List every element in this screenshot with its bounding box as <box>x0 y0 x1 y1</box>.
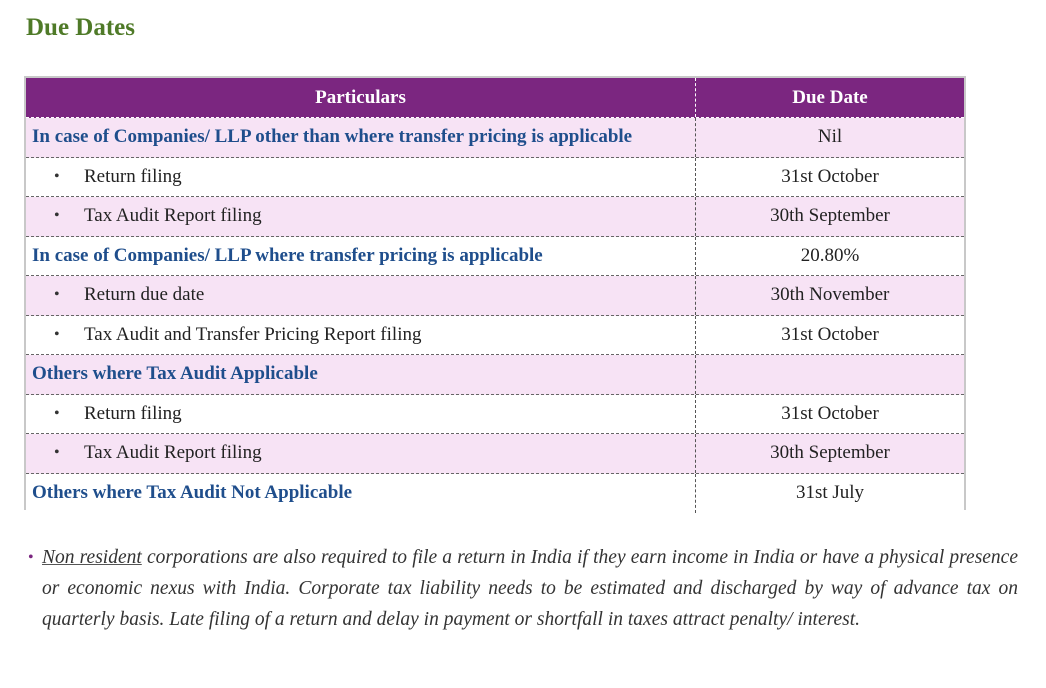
bullet-icon: • <box>28 549 34 566</box>
table-row <box>26 118 964 158</box>
due-date-value <box>696 355 964 394</box>
due-date-value: 20.80% <box>800 244 860 266</box>
item-label: Return due date <box>84 284 205 306</box>
due-date-value: 31st October <box>781 323 879 345</box>
footnote <box>28 542 1018 635</box>
item-label-cell <box>26 276 696 315</box>
item-label-cell <box>26 316 696 355</box>
item-label: Return filing <box>84 402 182 424</box>
bullet-icon: • <box>54 444 60 462</box>
table-row <box>26 395 964 435</box>
table-row <box>26 474 964 514</box>
table-row <box>26 197 964 237</box>
item-label: Tax Audit Report filing <box>84 205 262 227</box>
bullet-icon: • <box>54 167 60 185</box>
item-label: Return filing <box>84 165 182 187</box>
bullet-icon: • <box>54 286 60 304</box>
page-title: Due Dates <box>26 14 136 41</box>
bullet-icon: • <box>54 404 60 422</box>
header-particulars: Particulars <box>26 78 696 117</box>
section-label: In case of Companies/ LLP where transfer pricing is applicable <box>32 244 543 266</box>
bullet-icon: • <box>54 207 60 225</box>
section-label: Others where Tax Audit Not Applicable <box>32 482 353 504</box>
footnote-text <box>28 542 1018 635</box>
item-label: Tax Audit Report filing <box>84 442 262 464</box>
bullet-icon: • <box>54 325 60 343</box>
due-date-value: 31st October <box>781 165 879 187</box>
due-dates-table <box>24 76 966 510</box>
due-date-value: 30th November <box>770 284 890 306</box>
due-date-value: 30th September <box>770 205 890 227</box>
table-row <box>26 316 964 356</box>
due-date-value: 31st October <box>781 402 879 424</box>
item-label-cell <box>26 434 696 473</box>
underlined-term: Non resident <box>42 547 142 568</box>
item-label: Tax Audit and Transfer Pricing Report filing <box>84 323 422 345</box>
section-label: Others where Tax Audit Applicable <box>32 363 318 385</box>
section-label-cell <box>26 237 696 276</box>
table-row <box>26 355 964 395</box>
item-label-cell <box>26 158 696 197</box>
due-date-value: Nil <box>817 126 843 148</box>
table-row <box>26 158 964 198</box>
header-due-date: Due Date <box>792 86 868 108</box>
footnote-body: corporations are also required to file a return in India if they earn income in India or have a physical presence or economic nexus with India. Corporate tax liability needs to be estimated and discharged by way of advance tax on quarterly basis. Late filing of a return and delay in payment or shortfall in taxes attract penalty/ interest. <box>42 547 1018 630</box>
section-label-cell <box>26 118 696 157</box>
section-label: In case of Companies/ LLP other than where transfer pricing is applicable <box>32 126 633 148</box>
due-date-value: 31st July <box>795 482 865 504</box>
due-date-value: 30th September <box>770 442 890 464</box>
section-label-cell <box>26 474 696 514</box>
table-row <box>26 276 964 316</box>
item-label-cell <box>26 395 696 434</box>
section-label-cell <box>26 355 696 394</box>
table-row <box>26 434 964 474</box>
table-row <box>26 237 964 277</box>
table-header <box>26 78 964 118</box>
item-label-cell <box>26 197 696 236</box>
